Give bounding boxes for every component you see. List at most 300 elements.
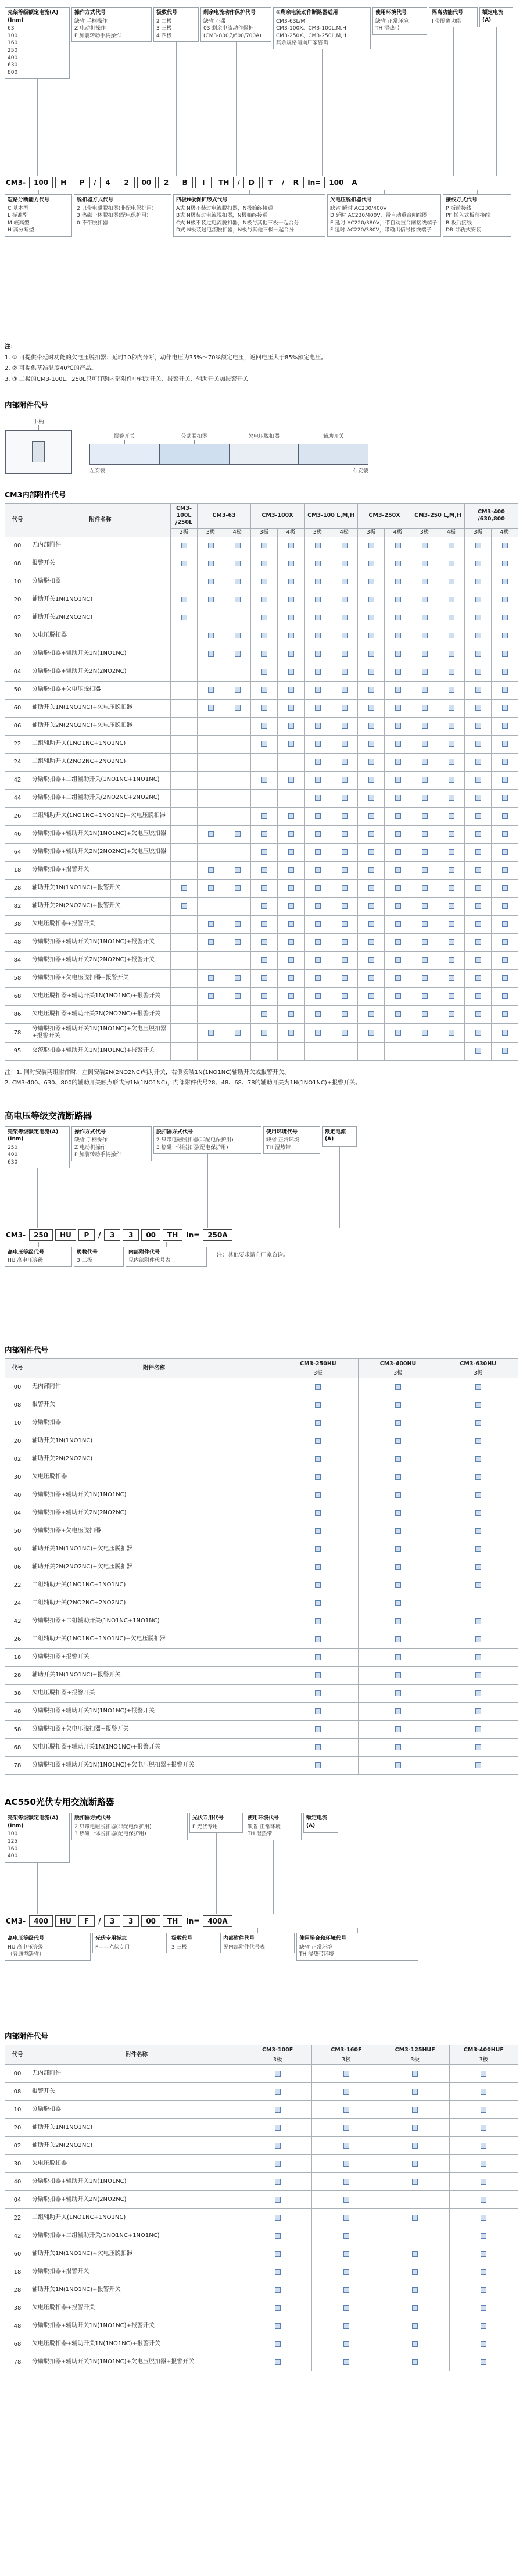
cell-availability xyxy=(465,573,492,591)
table-row xyxy=(5,1396,518,1414)
availability-mark xyxy=(288,885,294,891)
cell-availability xyxy=(251,861,278,879)
table-row xyxy=(5,1594,518,1612)
cell-availability xyxy=(305,735,331,753)
cell-availability xyxy=(224,1042,251,1060)
cell-availability xyxy=(465,969,492,987)
cell-availability xyxy=(278,879,305,897)
cell-availability xyxy=(171,879,198,897)
cell-availability xyxy=(243,2065,312,2083)
table-row xyxy=(5,933,518,951)
cell-name: 分励脱扣器+辅助开关1N(1NO1NC)+报警开关 xyxy=(30,933,171,951)
availability-mark xyxy=(315,1690,321,1696)
cell-availability xyxy=(449,2209,518,2227)
code-box-line: P 加装转动手柄操作 xyxy=(74,1152,121,1158)
availability-mark xyxy=(315,1708,321,1714)
availability-mark xyxy=(235,561,241,566)
connector-line xyxy=(37,1863,38,1914)
availability-mark xyxy=(475,1420,481,1426)
table-row xyxy=(5,1023,518,1042)
availability-mark xyxy=(262,975,267,981)
col-header-model: CM3-100X xyxy=(251,504,305,529)
breaker-front-view xyxy=(5,417,72,474)
availability-mark xyxy=(262,867,267,873)
cell-availability xyxy=(381,2137,449,2155)
cell-availability xyxy=(251,789,278,807)
availability-mark xyxy=(475,957,481,963)
code-box-line: 400 xyxy=(8,1853,18,1860)
availability-mark xyxy=(315,1654,321,1660)
code-box-title: 额定电流(A) xyxy=(482,10,504,23)
col-header-name: 附件名称 xyxy=(30,504,171,537)
table-row xyxy=(5,2119,518,2137)
code-box-line: HU 高电压等级 xyxy=(8,1944,44,1950)
cell-availability xyxy=(411,645,438,663)
cell-availability xyxy=(358,735,385,753)
availability-mark xyxy=(181,615,187,620)
table-row xyxy=(5,681,518,699)
availability-mark xyxy=(288,669,294,675)
cell-name: 交流脱扣器+辅助开关1N(1NO1NC)+报警开关 xyxy=(30,1042,171,1060)
cell-code: 58 xyxy=(5,1721,30,1739)
cell-code: 00 xyxy=(5,2065,30,2083)
cell-availability xyxy=(224,987,251,1005)
availability-mark xyxy=(262,615,267,620)
cell-availability xyxy=(438,1468,518,1486)
cell-availability xyxy=(331,969,358,987)
cell-availability xyxy=(224,753,251,771)
code-box-line: C式 N极不装过电流脱扣器，N极与其他三极一起合分 xyxy=(176,220,299,226)
availability-mark xyxy=(475,1384,481,1390)
table-row xyxy=(5,2245,518,2263)
cell-availability xyxy=(278,699,305,717)
code-box-line: C 基本型 xyxy=(8,205,29,212)
availability-mark xyxy=(422,633,428,638)
availability-mark xyxy=(395,1708,401,1714)
availability-mark xyxy=(481,2233,486,2239)
cell-code: 00 xyxy=(5,1378,30,1396)
cell-name: 二组辅助开关(2NO2NC+2NO2NC) xyxy=(30,753,171,771)
cell-availability xyxy=(438,663,465,681)
code-box-title: 脱扣器方式代号 xyxy=(77,197,114,203)
availability-mark xyxy=(475,813,481,819)
availability-mark xyxy=(288,651,294,657)
availability-mark xyxy=(262,633,267,638)
cell-availability xyxy=(381,2119,449,2137)
cell-availability xyxy=(278,789,305,807)
cell-code: 30 xyxy=(5,627,30,645)
availability-mark xyxy=(288,993,294,999)
accessory-label: 分励脱扣器 xyxy=(181,434,207,440)
availability-mark xyxy=(412,2071,418,2077)
code-box-wrapper xyxy=(303,1813,338,1914)
code-box xyxy=(153,7,199,42)
availability-mark xyxy=(502,975,508,981)
availability-mark xyxy=(502,795,508,801)
availability-mark xyxy=(343,2233,349,2239)
availability-mark xyxy=(343,2071,349,2077)
availability-mark xyxy=(262,903,267,909)
cell-availability xyxy=(438,1378,518,1396)
cell-availability xyxy=(198,951,224,969)
col-subheader-poles: 4极 xyxy=(438,528,465,537)
cell-name: 分励脱扣器+报警开关 xyxy=(30,1649,278,1667)
availability-mark xyxy=(481,2323,486,2329)
table-row xyxy=(5,2353,518,2371)
connector-line xyxy=(176,42,177,176)
cell-availability xyxy=(224,951,251,969)
code-box xyxy=(372,7,427,35)
availability-mark xyxy=(395,1438,401,1444)
availability-mark xyxy=(475,723,481,729)
availability-mark xyxy=(288,777,294,783)
cell-name: 辅助开关1N(1NO1NC)+欠电压脱扣器 xyxy=(30,699,171,717)
cell-availability xyxy=(381,2209,449,2227)
cell-availability xyxy=(465,753,492,771)
cell-name: 分励脱扣器+欠电压脱扣器+报警开关 xyxy=(30,1721,278,1739)
cell-code: 28 xyxy=(5,1667,30,1685)
cell-code: 84 xyxy=(5,951,30,969)
cell-availability xyxy=(492,627,518,645)
availability-mark xyxy=(208,993,214,999)
cell-name: 欠电压脱扣器+辅助开关1N(1NO1NC)+报警开关 xyxy=(30,2335,243,2353)
cell-availability xyxy=(385,915,411,933)
availability-mark xyxy=(422,651,428,657)
availability-mark xyxy=(502,831,508,837)
cell-name: 分励脱扣器+二组辅助开关(2NO2NC+2NO2NC) xyxy=(30,789,171,807)
availability-mark xyxy=(368,903,374,909)
cell-availability xyxy=(492,609,518,627)
availability-mark xyxy=(342,651,348,657)
accessory-table xyxy=(5,1358,518,1775)
accessory-section-title: 内部附件代号 xyxy=(5,401,49,409)
availability-mark xyxy=(288,903,294,909)
cell-availability xyxy=(385,933,411,951)
cell-availability xyxy=(358,645,385,663)
cell-availability xyxy=(331,1042,358,1060)
cell-availability xyxy=(381,2083,449,2101)
cell-availability xyxy=(411,627,438,645)
availability-mark xyxy=(368,741,374,747)
cell-code: 18 xyxy=(5,2263,30,2281)
availability-mark xyxy=(449,939,454,945)
availability-mark xyxy=(412,2287,418,2293)
availability-mark xyxy=(315,543,321,548)
availability-mark xyxy=(288,867,294,873)
availability-mark xyxy=(343,2089,349,2095)
availability-mark xyxy=(342,543,348,548)
code-box-line: 见内部附件代号表 xyxy=(128,1258,171,1264)
table-row xyxy=(5,1450,518,1468)
availability-mark xyxy=(449,615,454,620)
cell-availability xyxy=(385,897,411,915)
cell-availability xyxy=(224,627,251,645)
availability-mark xyxy=(262,939,267,945)
model-designation-line xyxy=(5,177,518,188)
code-box-wrapper xyxy=(126,1242,207,1267)
availability-mark xyxy=(475,561,481,566)
code-box-wrapper xyxy=(71,1126,152,1228)
code-box-wrapper xyxy=(71,7,152,176)
col-subheader-poles: 3极 xyxy=(449,2056,518,2065)
availability-mark xyxy=(395,1582,401,1588)
availability-mark xyxy=(315,741,321,747)
cell-availability xyxy=(278,1612,359,1630)
availability-mark xyxy=(342,921,348,927)
cell-availability xyxy=(358,555,385,573)
availability-mark xyxy=(208,633,214,638)
cell-name: 二组辅助开关(1NO1NC+1NO1NC) xyxy=(30,1576,278,1594)
cell-availability xyxy=(385,753,411,771)
col-subheader-poles: 4极 xyxy=(278,528,305,537)
availability-mark xyxy=(288,975,294,981)
cell-availability xyxy=(171,717,198,735)
code-box xyxy=(71,7,152,42)
code-box xyxy=(263,1126,320,1154)
availability-mark xyxy=(502,723,508,729)
table-body xyxy=(5,537,518,1060)
cell-availability xyxy=(438,735,465,753)
availability-mark xyxy=(315,579,321,584)
accessory-table xyxy=(5,2045,518,2371)
cell-name: 分励脱扣器 xyxy=(30,573,171,591)
cell-code: 22 xyxy=(5,735,30,753)
cell-availability xyxy=(331,663,358,681)
cell-availability xyxy=(224,1005,251,1023)
cell-name: 分励脱扣器 xyxy=(30,1414,278,1432)
cell-code: 82 xyxy=(5,897,30,915)
availability-mark xyxy=(395,903,401,909)
table-head xyxy=(5,2045,518,2065)
availability-mark xyxy=(475,1528,481,1534)
cell-code: 68 xyxy=(5,2335,30,2353)
table-row xyxy=(5,2281,518,2299)
cell-availability xyxy=(171,753,198,771)
availability-mark xyxy=(315,1528,321,1534)
availability-mark xyxy=(342,993,348,999)
availability-mark xyxy=(368,705,374,711)
cell-availability xyxy=(251,735,278,753)
col-header-name: 附件名称 xyxy=(30,2045,243,2065)
availability-mark xyxy=(422,579,428,584)
cell-name: 辅助开关1N(1NO1NC) xyxy=(30,2119,243,2137)
connector-line xyxy=(322,49,323,176)
cell-availability xyxy=(243,2299,312,2317)
code-box-title: 高电压等级代号 xyxy=(8,1936,45,1942)
table-row xyxy=(5,1739,518,1757)
availability-mark xyxy=(343,2125,349,2131)
cell-code: 95 xyxy=(5,1042,30,1060)
cell-availability xyxy=(358,1504,438,1522)
col-header-model: CM3-250 L,M,H xyxy=(411,504,465,529)
cell-availability xyxy=(465,1005,492,1023)
code-box-line: 缺省 正常环境 xyxy=(375,18,409,24)
cell-name: 辅助开关2N(2NO2NC)+欠电压脱扣器 xyxy=(30,1558,278,1576)
code-box-line: 400 xyxy=(8,55,18,61)
availability-mark xyxy=(275,2161,281,2167)
cell-availability xyxy=(385,861,411,879)
cell-availability xyxy=(251,843,278,861)
cell-availability xyxy=(224,609,251,627)
availability-mark xyxy=(449,705,454,711)
availability-mark xyxy=(315,975,321,981)
cell-code: 40 xyxy=(5,1486,30,1504)
code-box-line: I 带隔离功能 xyxy=(432,18,461,24)
code-box-line: DR 导轨式安装 xyxy=(446,227,482,234)
cell-name: 辅助开关1N(1NO1NC) xyxy=(30,591,171,609)
availability-mark xyxy=(343,2287,349,2293)
table-head xyxy=(5,1358,518,1378)
availability-mark xyxy=(315,1582,321,1588)
cell-availability xyxy=(251,717,278,735)
cell-code: 04 xyxy=(5,663,30,681)
availability-mark xyxy=(422,723,428,729)
cell-availability xyxy=(331,1023,358,1042)
cell-availability xyxy=(411,951,438,969)
table-row xyxy=(5,969,518,987)
cell-availability xyxy=(251,681,278,699)
cell-availability xyxy=(198,969,224,987)
cell-availability xyxy=(251,627,278,645)
cell-availability xyxy=(305,933,331,951)
hv-accessory-table-container xyxy=(5,1358,518,1775)
availability-mark xyxy=(395,1690,401,1696)
cell-code: 22 xyxy=(5,1576,30,1594)
availability-mark xyxy=(368,615,374,620)
availability-mark xyxy=(315,867,321,873)
availability-mark xyxy=(315,849,321,855)
model-segment-box: 100 xyxy=(29,177,53,188)
code-box-title: 极数代号 xyxy=(77,1249,98,1255)
cell-availability xyxy=(278,1432,359,1450)
table-row xyxy=(5,1414,518,1432)
code-box-line: TH 湿热带环境 xyxy=(299,1951,335,1958)
availability-mark xyxy=(475,1726,481,1732)
code-box xyxy=(5,7,70,79)
availability-mark xyxy=(342,633,348,638)
code-box-title: 使用环境代号 xyxy=(266,1129,298,1135)
model-segment-text: In= xyxy=(186,1230,200,1239)
cell-availability xyxy=(438,1486,518,1504)
availability-mark xyxy=(395,993,401,999)
cell-availability xyxy=(331,807,358,825)
cell-name: 欠电压脱扣器 xyxy=(30,2155,243,2173)
cell-availability xyxy=(438,717,465,735)
cell-availability xyxy=(312,2263,381,2281)
code-box-title: 高电压等级代号 xyxy=(8,1249,45,1255)
availability-mark xyxy=(181,561,187,566)
cell-availability xyxy=(465,933,492,951)
cell-availability xyxy=(198,645,224,663)
cell-availability xyxy=(358,807,385,825)
cell-availability xyxy=(278,681,305,699)
availability-mark xyxy=(288,543,294,548)
cell-availability xyxy=(492,699,518,717)
cell-availability xyxy=(331,681,358,699)
model-segment-box: 400 xyxy=(29,1915,53,1927)
cell-name: 欠电压脱扣器+报警开关 xyxy=(30,1685,278,1703)
code-box-title: 极数代号 xyxy=(156,10,178,16)
table-row xyxy=(5,897,518,915)
cm3-accessory-table-title: CM3内部附件代号 xyxy=(5,490,66,499)
model-segment-text: A xyxy=(352,179,357,187)
cell-availability xyxy=(385,699,411,717)
cell-availability xyxy=(278,573,305,591)
availability-mark xyxy=(288,921,294,927)
code-box-line: F——光伏专用 xyxy=(95,1944,130,1950)
availability-mark xyxy=(315,1492,321,1498)
cell-code: 60 xyxy=(5,2245,30,2263)
availability-mark xyxy=(395,1402,401,1408)
note-line: 2. ② 可提供基准温度40℃的产品。 xyxy=(5,365,97,372)
cell-name: 分励脱扣器+欠电压脱扣器 xyxy=(30,1522,278,1540)
accessory-bar-captions xyxy=(89,466,368,474)
cell-availability xyxy=(224,933,251,951)
code-box xyxy=(5,1247,72,1267)
cell-availability xyxy=(438,969,465,987)
cell-availability xyxy=(278,1703,359,1721)
cell-availability xyxy=(198,987,224,1005)
cell-availability xyxy=(381,2299,449,2317)
availability-mark xyxy=(395,1636,401,1642)
availability-mark xyxy=(481,2071,486,2077)
col-header-code: 代号 xyxy=(5,1358,30,1378)
cm3-accessory-table-notes xyxy=(5,1068,518,1089)
cell-availability xyxy=(243,2281,312,2299)
cell-availability xyxy=(243,2101,312,2119)
cell-availability xyxy=(278,1685,359,1703)
availability-mark xyxy=(368,957,374,963)
code-box-wrapper xyxy=(169,1928,218,1953)
cell-code: 10 xyxy=(5,2101,30,2119)
hv-section-title: 高电压等级交流断路器 xyxy=(5,1110,92,1121)
accessory-bar-leaders xyxy=(89,440,368,444)
cell-availability xyxy=(465,591,492,609)
cell-availability xyxy=(198,663,224,681)
cell-availability xyxy=(438,1612,518,1630)
cell-availability xyxy=(224,897,251,915)
availability-mark xyxy=(288,831,294,837)
code-box xyxy=(273,7,371,49)
cell-availability xyxy=(385,969,411,987)
cell-availability xyxy=(224,915,251,933)
model-segment-box: HU xyxy=(55,1915,76,1927)
cell-name: 辅助开关1N(1NO1NC)+欠电压脱扣器 xyxy=(30,2245,243,2263)
availability-mark xyxy=(395,1030,401,1036)
availability-mark xyxy=(235,885,241,891)
cell-availability xyxy=(438,807,465,825)
availability-mark xyxy=(275,2269,281,2275)
cell-availability xyxy=(411,807,438,825)
col-header-model: CM3-250HU xyxy=(278,1358,359,1369)
availability-mark xyxy=(395,1546,401,1552)
table-row xyxy=(5,1378,518,1396)
code-box xyxy=(74,1247,124,1267)
cell-availability xyxy=(243,2317,312,2335)
designation-notes xyxy=(5,342,518,384)
availability-mark xyxy=(422,741,428,747)
cell-availability xyxy=(305,969,331,987)
availability-mark xyxy=(475,669,481,675)
cell-availability xyxy=(171,555,198,573)
cell-availability xyxy=(492,537,518,555)
code-box xyxy=(71,1126,152,1161)
cell-name: 分励脱扣器+报警开关 xyxy=(30,861,171,879)
code-box-line: 630 xyxy=(8,62,18,69)
cell-availability xyxy=(438,1504,518,1522)
availability-mark xyxy=(449,993,454,999)
availability-mark xyxy=(395,885,401,891)
